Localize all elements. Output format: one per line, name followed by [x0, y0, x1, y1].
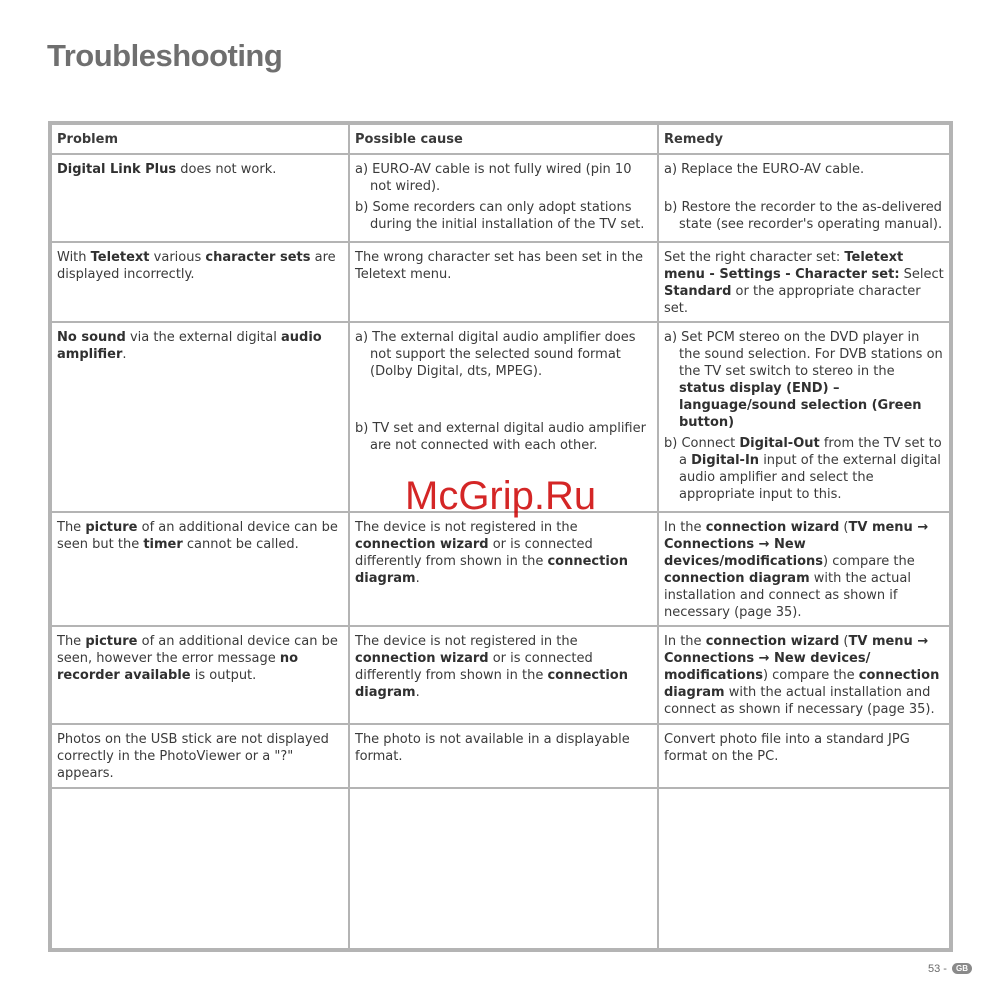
text-segment: a) EURO-AV cable is not fully wired (pin 10 not wired).	[355, 162, 632, 194]
problem-cell	[51, 154, 349, 242]
bold-term: connection diagram	[355, 554, 628, 586]
text-segment: b) Connect	[664, 436, 740, 451]
text-segment: with the actual installation and connect as shown if necessary (page 35).	[664, 571, 911, 620]
text-segment: b) Restore the recorder to the as-delivered state (see recorder's operating manual).	[664, 200, 943, 232]
text-segment: or is connected differently from shown in the	[355, 537, 593, 569]
text-segment: ) compare the	[762, 668, 859, 683]
remedy-cell	[658, 626, 950, 724]
text-segment: In the	[664, 634, 706, 649]
cause-cell	[349, 724, 658, 788]
empty-cell	[658, 788, 950, 949]
header-possible-cause: Possible cause	[349, 124, 658, 154]
text-segment: with the actual installation and connect as shown if necessary (page 35).	[664, 685, 935, 717]
text-segment: ) compare the	[823, 554, 915, 569]
bold-term: TV menu → Connections → New devices/ modifications	[664, 634, 929, 683]
remedy-cell	[658, 724, 950, 788]
troubleshooting-table	[48, 121, 953, 952]
bold-term: status display (END) – language/sound selection (Green button)	[679, 381, 922, 430]
bold-term: picture	[85, 520, 138, 535]
bold-term: connection wizard	[355, 651, 489, 666]
text-segment: of an additional device can be seen but the	[57, 520, 338, 552]
page-footer	[928, 963, 972, 975]
text-segment: cannot be called.	[182, 537, 299, 552]
text-segment: The wrong character set has been set in the Teletext menu.	[355, 250, 644, 282]
text-segment: b) TV set and external digital audio amplifier are not connected with each other.	[355, 421, 646, 453]
problem-cell	[51, 322, 349, 512]
empty-cell	[349, 788, 658, 949]
text-segment: With	[57, 250, 91, 265]
text-segment: .	[415, 685, 420, 700]
bold-term: connection wizard	[705, 634, 840, 649]
empty-table-row	[51, 788, 950, 949]
bold-term: Digital Link Plus	[57, 162, 177, 177]
remedy-cell	[658, 512, 950, 626]
bold-term: TV menu → Connections → New devices/modifications	[664, 520, 929, 569]
empty-cell	[51, 788, 349, 949]
bold-term: audio amplifier	[57, 330, 322, 362]
table-row	[51, 154, 950, 242]
bold-term: Teletext	[90, 250, 150, 265]
cause-cell	[349, 626, 658, 724]
problem-cell	[51, 512, 349, 626]
bold-term: Teletext menu - Settings - Character set:	[664, 250, 904, 282]
text-segment: b) Some recorders can only adopt stations during the initial installation of the TV set.	[355, 200, 645, 232]
remedy-cell	[658, 322, 950, 512]
text-segment: from the TV set to a	[679, 436, 942, 468]
text-segment: In the	[664, 520, 706, 535]
bold-term: character sets	[205, 250, 311, 265]
bold-term: connection diagram	[664, 668, 940, 700]
problem-cell	[51, 626, 349, 724]
text-segment: does not work.	[176, 162, 277, 177]
text-segment: The device is not registered in the	[355, 634, 578, 649]
text-segment: Convert photo file into a standard JPG format on the PC.	[664, 732, 910, 764]
text-segment: The	[57, 634, 86, 649]
text-segment: (	[839, 634, 849, 649]
text-segment: of an additional device can be seen, however the error message	[57, 634, 338, 666]
problem-cell	[51, 242, 349, 322]
text-segment: via the external digital	[125, 330, 281, 345]
text-segment: a) Set PCM stereo on the DVD player in the sound selection. For DVB stations on the TV set switch to stereo in the	[664, 330, 943, 379]
text-segment: various	[149, 250, 206, 265]
header-problem: Problem	[51, 124, 349, 154]
bold-term: No sound	[57, 330, 126, 345]
bold-term: Digital-Out	[739, 436, 820, 451]
text-segment: input of the external digital audio amplifier and select the appropriate input to this.	[679, 453, 941, 502]
page-number: 53 -	[927, 963, 947, 975]
bold-term: picture	[85, 634, 138, 649]
table-row	[51, 724, 950, 788]
text-segment: a) The external digital audio amplifier does not support the selected sound format (Dolby Digital, dts, MPEG).	[355, 330, 636, 379]
bold-term: no recorder available	[57, 651, 299, 683]
bold-term: connection diagram	[355, 668, 628, 700]
bold-term: Digital-In	[691, 453, 760, 468]
bold-term: timer	[143, 537, 183, 552]
table-row	[51, 512, 950, 626]
header-remedy: Remedy	[658, 124, 950, 154]
text-segment: or the appropriate character set.	[664, 284, 921, 316]
text-segment: .	[415, 571, 420, 586]
bold-term: connection diagram	[664, 571, 810, 586]
text-segment: a) Replace the EURO-AV cable.	[664, 162, 865, 177]
text-segment: (	[839, 520, 849, 535]
bold-term: connection wizard	[355, 537, 489, 552]
bold-term: connection wizard	[705, 520, 840, 535]
watermark: McGrip.Ru	[405, 474, 597, 518]
text-segment: The	[57, 520, 86, 535]
text-segment: or is connected differently from shown in the	[355, 651, 593, 683]
language-badge: GB	[952, 963, 972, 974]
problem-cell	[51, 724, 349, 788]
page-title: Troubleshooting	[47, 38, 283, 73]
text-segment: are displayed incorrectly.	[57, 250, 336, 282]
remedy-cell	[658, 154, 950, 242]
remedy-cell	[658, 242, 950, 322]
text-segment: Set the right character set:	[664, 250, 845, 265]
text-segment: is output.	[190, 668, 257, 683]
table-row	[51, 242, 950, 322]
text-segment: .	[122, 347, 127, 362]
text-segment: Photos on the USB stick are not displayed correctly in the PhotoViewer or a "?" appears.	[57, 732, 329, 781]
cause-cell	[349, 242, 658, 322]
table-header-row	[51, 124, 950, 154]
bold-term: Standard	[664, 284, 732, 299]
text-segment: The photo is not available in a displayable format.	[355, 732, 630, 764]
table-row	[51, 626, 950, 724]
cause-cell	[349, 512, 658, 626]
text-segment: The device is not registered in the	[355, 520, 578, 535]
text-segment: Select	[899, 267, 944, 282]
cause-cell	[349, 154, 658, 242]
